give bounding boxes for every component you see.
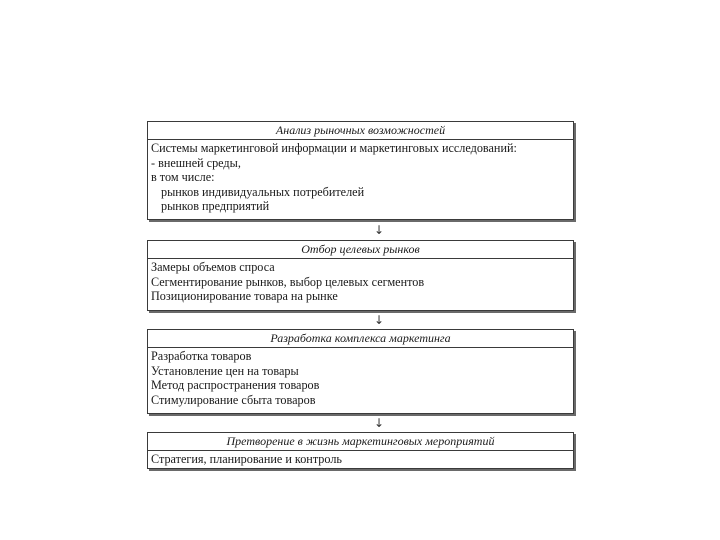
list-item: Замеры объемов спроса	[151, 260, 275, 274]
list-item: Позиционирование товара на рынке	[151, 289, 338, 304]
arrow-down-icon: ↓	[373, 416, 385, 430]
arrow-down-icon: ↓	[373, 313, 385, 327]
list-item: Стратегия, планирование и контроль	[151, 452, 342, 466]
list-item: Установление цен на товары	[151, 363, 299, 378]
block-implementation	[147, 432, 574, 469]
list-item: - внешней среды,	[151, 155, 241, 170]
list-item: Стимулирование сбыта товаров	[151, 392, 316, 407]
block-market-analysis	[147, 121, 574, 220]
list-item: рынков предприятий	[161, 199, 270, 214]
block-body	[148, 348, 573, 407]
list-item: Сегментирование рынков, выбор целевых сегментов	[151, 274, 425, 289]
block-body	[148, 451, 573, 467]
block-body	[148, 259, 573, 304]
block-title: Анализ рыночных возможностей	[148, 122, 573, 140]
block-title: Разработка комплекса маркетинга	[148, 330, 573, 348]
arrow-down-icon: ↓	[373, 223, 385, 237]
block-target-markets	[147, 240, 574, 311]
list-item: в том числе:	[151, 170, 215, 185]
block-marketing-mix	[147, 329, 574, 414]
list-item: Разработка товаров	[151, 349, 252, 363]
block-title: Отбор целевых рынков	[148, 241, 573, 259]
list-item: Метод распространения товаров	[151, 378, 320, 393]
list-item: Системы маркетинговой информации и маркетинговых исследований:	[151, 141, 517, 155]
block-title: Претворение в жизнь маркетинговых мероприятий	[148, 433, 573, 451]
list-item: рынков индивидуальных потребителей	[161, 184, 365, 199]
block-body	[148, 140, 573, 214]
